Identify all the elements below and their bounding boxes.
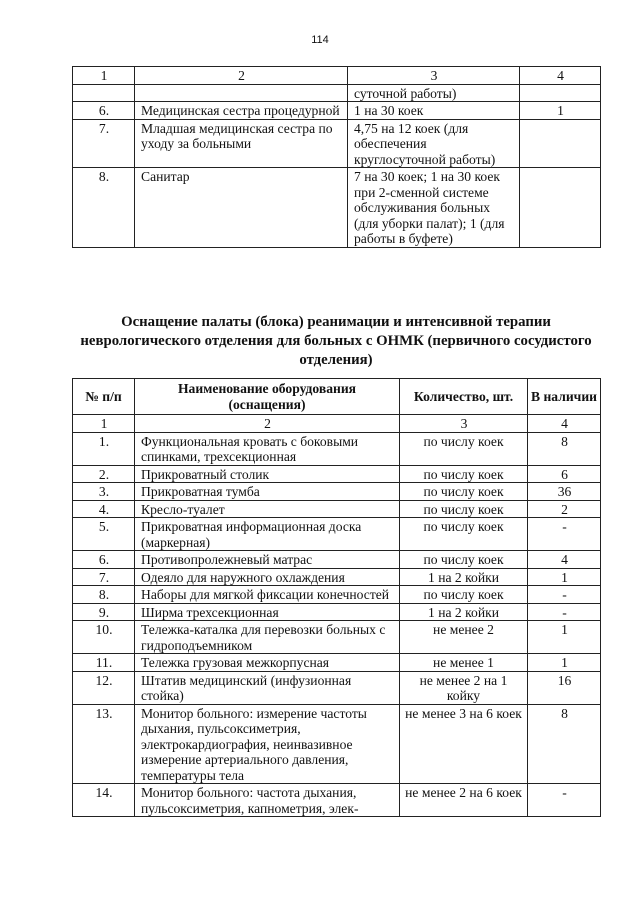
page-number: 114 [311,34,329,46]
equipment-name: Тележка грузовая межкорпусная [135,654,400,672]
equipment-name: Наборы для мягкой фиксации конечностей [135,586,400,604]
table-row [73,483,601,501]
equipment-available: 36 [528,483,601,501]
table-row [73,603,601,621]
equipment-name: Прикроватная тумба [135,483,400,501]
equipment-amount: по числу коек [400,465,528,483]
col-header-number: № п/п [73,379,135,415]
table-row [73,432,601,465]
table-row [73,102,601,120]
table-row [73,784,601,817]
col-index: 1 [73,415,135,433]
equipment-name: Функциональная кровать с боковыми спинками, трехсекционная [135,432,400,465]
table-row [73,568,601,586]
col-index: 1 [73,67,135,85]
table-index-row [73,415,601,433]
equipment-available: - [528,518,601,551]
equipment-available: - [528,784,601,817]
table-row [73,119,601,168]
equipment-available: 2 [528,500,601,518]
equipment-amount: 1 на 2 койки [400,568,528,586]
row-number: 12. [73,671,135,704]
row-number: 1. [73,432,135,465]
equipment-available: 1 [528,654,601,672]
row-number: 3. [73,483,135,501]
staff-count [520,119,601,168]
equipment-amount: по числу коек [400,551,528,569]
equipment-name: Монитор больного: частота дыхания, пульсоксиметрия, капнометрия, элек- [135,784,400,817]
col-index: 2 [135,67,348,85]
equipment-name: Кресло-туалет [135,500,400,518]
col-index: 4 [528,415,601,433]
equipment-amount: по числу коек [400,500,528,518]
equipment-name: Тележка-каталка для перевозки больных с гидроподъемником [135,621,400,654]
staff-norm: 4,75 на 12 коек (для обеспечения круглосуточной работы) [348,119,520,168]
row-number: 10. [73,621,135,654]
table-row [73,500,601,518]
equipment-table [72,378,601,817]
staff-count: 1 [520,102,601,120]
row-number: 14. [73,784,135,817]
position-name: Медицинская сестра процедурной [135,102,348,120]
staff-norm: 1 на 30 коек [348,102,520,120]
col-header-amount: Количество, шт. [400,379,528,415]
equipment-name: Одеяло для наружного охлаждения [135,568,400,586]
row-number [73,84,135,102]
row-number: 7. [73,119,135,168]
equipment-available: 16 [528,671,601,704]
equipment-name: Противопролежневый матрас [135,551,400,569]
equipment-available: 8 [528,704,601,784]
equipment-amount: по числу коек [400,432,528,465]
table-row [73,84,601,102]
row-number: 8. [73,586,135,604]
col-index: 4 [520,67,601,85]
col-index: 2 [135,415,400,433]
equipment-name: Прикроватная информационная доска (маркерная) [135,518,400,551]
equipment-name: Прикроватный столик [135,465,400,483]
row-number: 8. [73,168,135,248]
table-row [73,671,601,704]
equipment-available: 6 [528,465,601,483]
table-header-row [73,379,601,415]
table-row [73,704,601,784]
row-number: 6. [73,102,135,120]
section-title: Оснащение палаты (блока) реанимации и интенсивной терапии неврологического отделения для больных с ОНМК (первичного сосудистого отделения) [80,314,592,368]
col-index: 3 [400,415,528,433]
staff-count [520,84,601,102]
equipment-available: 4 [528,551,601,569]
equipment-amount: не менее 1 [400,654,528,672]
equipment-amount: по числу коек [400,586,528,604]
row-number: 11. [73,654,135,672]
staff-norm: 7 на 30 коек; 1 на 30 коек при 2-сменной системе обслуживания больных (для уборки палат); 1 (для работы в буфете) [348,168,520,248]
staff-norm: суточной работы) [348,84,520,102]
equipment-name: Ширма трехсекционная [135,603,400,621]
equipment-available: - [528,603,601,621]
equipment-available: - [528,586,601,604]
equipment-available: 1 [528,568,601,586]
row-number: 2. [73,465,135,483]
table-row [73,551,601,569]
equipment-amount: не менее 2 [400,621,528,654]
table-row [73,654,601,672]
col-header-name: Наименование оборудования (оснащения) [135,379,400,415]
position-name [135,84,348,102]
table-row [73,586,601,604]
equipment-available: 8 [528,432,601,465]
table-row [73,621,601,654]
row-number: 6. [73,551,135,569]
col-header-available: В наличии [528,379,601,415]
equipment-amount: 1 на 2 койки [400,603,528,621]
table-row [73,168,601,248]
staff-table [72,66,601,248]
position-name: Санитар [135,168,348,248]
staff-count [520,168,601,248]
equipment-amount: по числу коек [400,483,528,501]
table-row [73,465,601,483]
row-number: 9. [73,603,135,621]
equipment-amount: по числу коек [400,518,528,551]
equipment-name: Монитор больного: измерение частоты дыхания, пульсоксиметрия, электрокардиография, неинвазивное измерение артериального давления, температуры тела [135,704,400,784]
row-number: 4. [73,500,135,518]
equipment-amount: не менее 2 на 6 коек [400,784,528,817]
equipment-available: 1 [528,621,601,654]
equipment-name: Штатив медицинский (инфузионная стойка) [135,671,400,704]
equipment-amount: не менее 3 на 6 коек [400,704,528,784]
table-index-row [73,67,601,85]
equipment-amount: не менее 2 на 1 койку [400,671,528,704]
row-number: 5. [73,518,135,551]
position-name: Младшая медицинская сестра по уходу за больными [135,119,348,168]
table-row [73,518,601,551]
row-number: 7. [73,568,135,586]
col-index: 3 [348,67,520,85]
row-number: 13. [73,704,135,784]
